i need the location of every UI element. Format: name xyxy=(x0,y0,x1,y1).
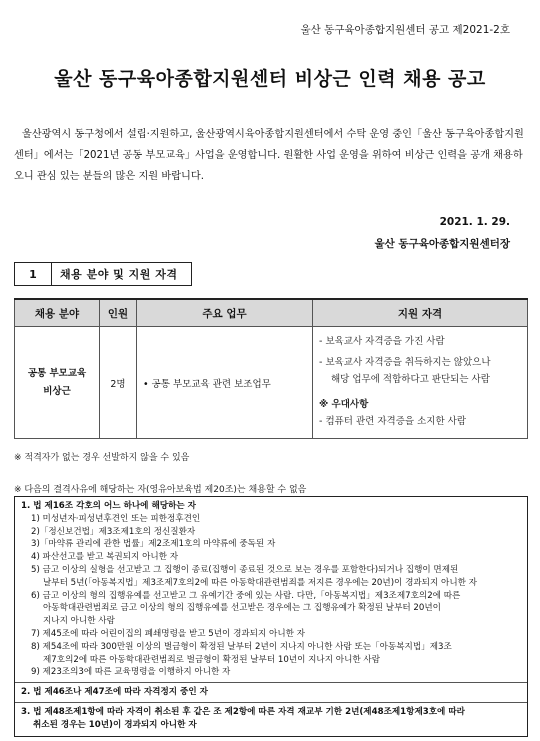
table-row xyxy=(15,327,528,439)
notice-number: 울산 동구육아종합지원센터 공고 제2021-2호 xyxy=(300,24,510,36)
note-disqualification: ※ 다음의 결격사유에 해당하는 자(영유아보육법 제20조)는 채용할 수 없음 xyxy=(14,485,307,495)
qualification-item: - 보육교사 자격증을 취득하지는 않았으나 xyxy=(319,357,491,368)
disq-heading-cont: 취소된 경우는 10년)이 경과되지 아니한 자 xyxy=(33,719,197,730)
divider xyxy=(15,682,527,683)
list-item: 2)「정신보건법」제3조제1호의 정신질환자 xyxy=(31,526,196,537)
note-no-qualified: ※ 적격자가 없는 경우 선발하지 않을 수 있음 xyxy=(14,453,190,463)
header-count: 인원 xyxy=(100,299,137,327)
page-title: 울산 동구육아종합지원센터 비상근 인력 채용 공고 xyxy=(54,68,486,90)
list-item: 8) 제54조에 따라 300만원 이상의 벌금형이 확정된 날부터 2년이 지나지 아니한 사람 또는「아동복지법」제3조 xyxy=(31,641,452,652)
header-duty: 주요 업무 xyxy=(137,299,313,327)
header-field: 채용 분야 xyxy=(15,299,100,327)
qualification-item-cont: 해당 업무에 적합하다고 판단되는 사람 xyxy=(331,374,490,385)
header-qualification: 지원 자격 xyxy=(313,299,528,327)
divider xyxy=(15,702,527,703)
notice-date: 2021. 1. 29. xyxy=(439,216,510,228)
qualification-item: - 보육교사 자격증을 가진 사람 xyxy=(319,336,445,347)
field-cell xyxy=(15,327,100,439)
list-item: 6) 금고 이상의 형의 집행유예를 선고받고 그 유예기간 중에 있는 사람. 다만,「아동복지법」제3조제7호의2에 따른 xyxy=(31,590,461,601)
list-item-cont: 날부터 5년(「아동복지법」제3조제7호의2에 따른 아동학대관련범죄를 저지른 경우에는 20년)이 경과되지 아니한 자 xyxy=(43,577,477,588)
disqualification-box xyxy=(14,496,528,737)
list-item: 3)「마약류 관리에 관한 법률」제2조제1호의 마약류에 중독된 자 xyxy=(31,539,276,550)
qualification-cell xyxy=(313,327,528,439)
duty-cell: • 공통 부모교육 관련 보조업무 xyxy=(137,327,313,439)
field-line: 공통 부모교육 xyxy=(27,367,87,379)
list-item: 7) 제45조에 따라 어린이집의 폐쇄명령을 받고 5년이 경과되지 아니한 자 xyxy=(31,628,305,639)
disq-heading: 1. 법 제16조 각호의 어느 하나에 해당하는 자 xyxy=(21,501,196,511)
count-cell: 2명 xyxy=(100,327,137,439)
preference-title: ※ 우대사항 xyxy=(319,399,369,410)
list-item: 9) 제23조의3에 따른 교육명령을 이행하지 아니한 자 xyxy=(31,667,231,678)
list-item: 5) 금고 이상의 실형을 선고받고 그 집행이 종료(집행이 종료된 것으로 보는 경우를 포함한다)되거나 집행이 면제된 xyxy=(31,564,459,575)
section-heading xyxy=(14,262,192,286)
section-number: 1 xyxy=(14,262,52,286)
field-line: 비상근 xyxy=(43,385,71,397)
disq-heading: 2. 법 제46조나 제47조에 따라 자격정지 중인 자 xyxy=(21,687,208,698)
list-item: 4) 파산선고를 받고 복권되지 아니한 자 xyxy=(31,552,179,563)
disq-heading: 3. 법 제48조제1항에 따라 자격이 취소된 후 같은 조 제2항에 따른 자격 재교부 기한 2년(제48조제1항제3호에 따라 xyxy=(21,706,465,717)
list-item: 1) 미성년자·피성년후견인 또는 피한정후견인 xyxy=(31,513,201,524)
list-item-cont: 제7호의2에 따른 아동학대관련범죄로 벌금형이 확정된 날부터 10년이 지나지 아니한 사람 xyxy=(43,654,381,665)
list-item-cont: 아동학대관련범죄로 금고 이상의 형의 집행유예를 선고받은 경우에는 그 집행유예가 확정된 날부터 20년이 xyxy=(43,603,441,614)
intro-paragraph: 울산광역시 동구청에서 설립·지원하고, 울산광역시육아종합지원센터에서 수탁 운영 중인「울산 동구육아종합지원센터」에서는「2021년 공동 부모교육」사업을 운영합니다. 원활한 사업 운영을 위하여 비상근 인력을 공개 채용하오니 관심 있는 분들의 많은 지원 바랍니다. xyxy=(14,129,524,182)
issuer-name: 울산 동구육아종합지원센터장 xyxy=(374,238,510,250)
table-header-row xyxy=(15,299,528,327)
section-title: 채용 분야 및 지원 자격 xyxy=(52,262,192,286)
recruitment-table xyxy=(14,298,528,439)
preference-item: - 컴퓨터 관련 자격증을 소지한 사람 xyxy=(319,416,467,427)
list-item-cont: 지나지 아니한 사람 xyxy=(43,616,115,627)
